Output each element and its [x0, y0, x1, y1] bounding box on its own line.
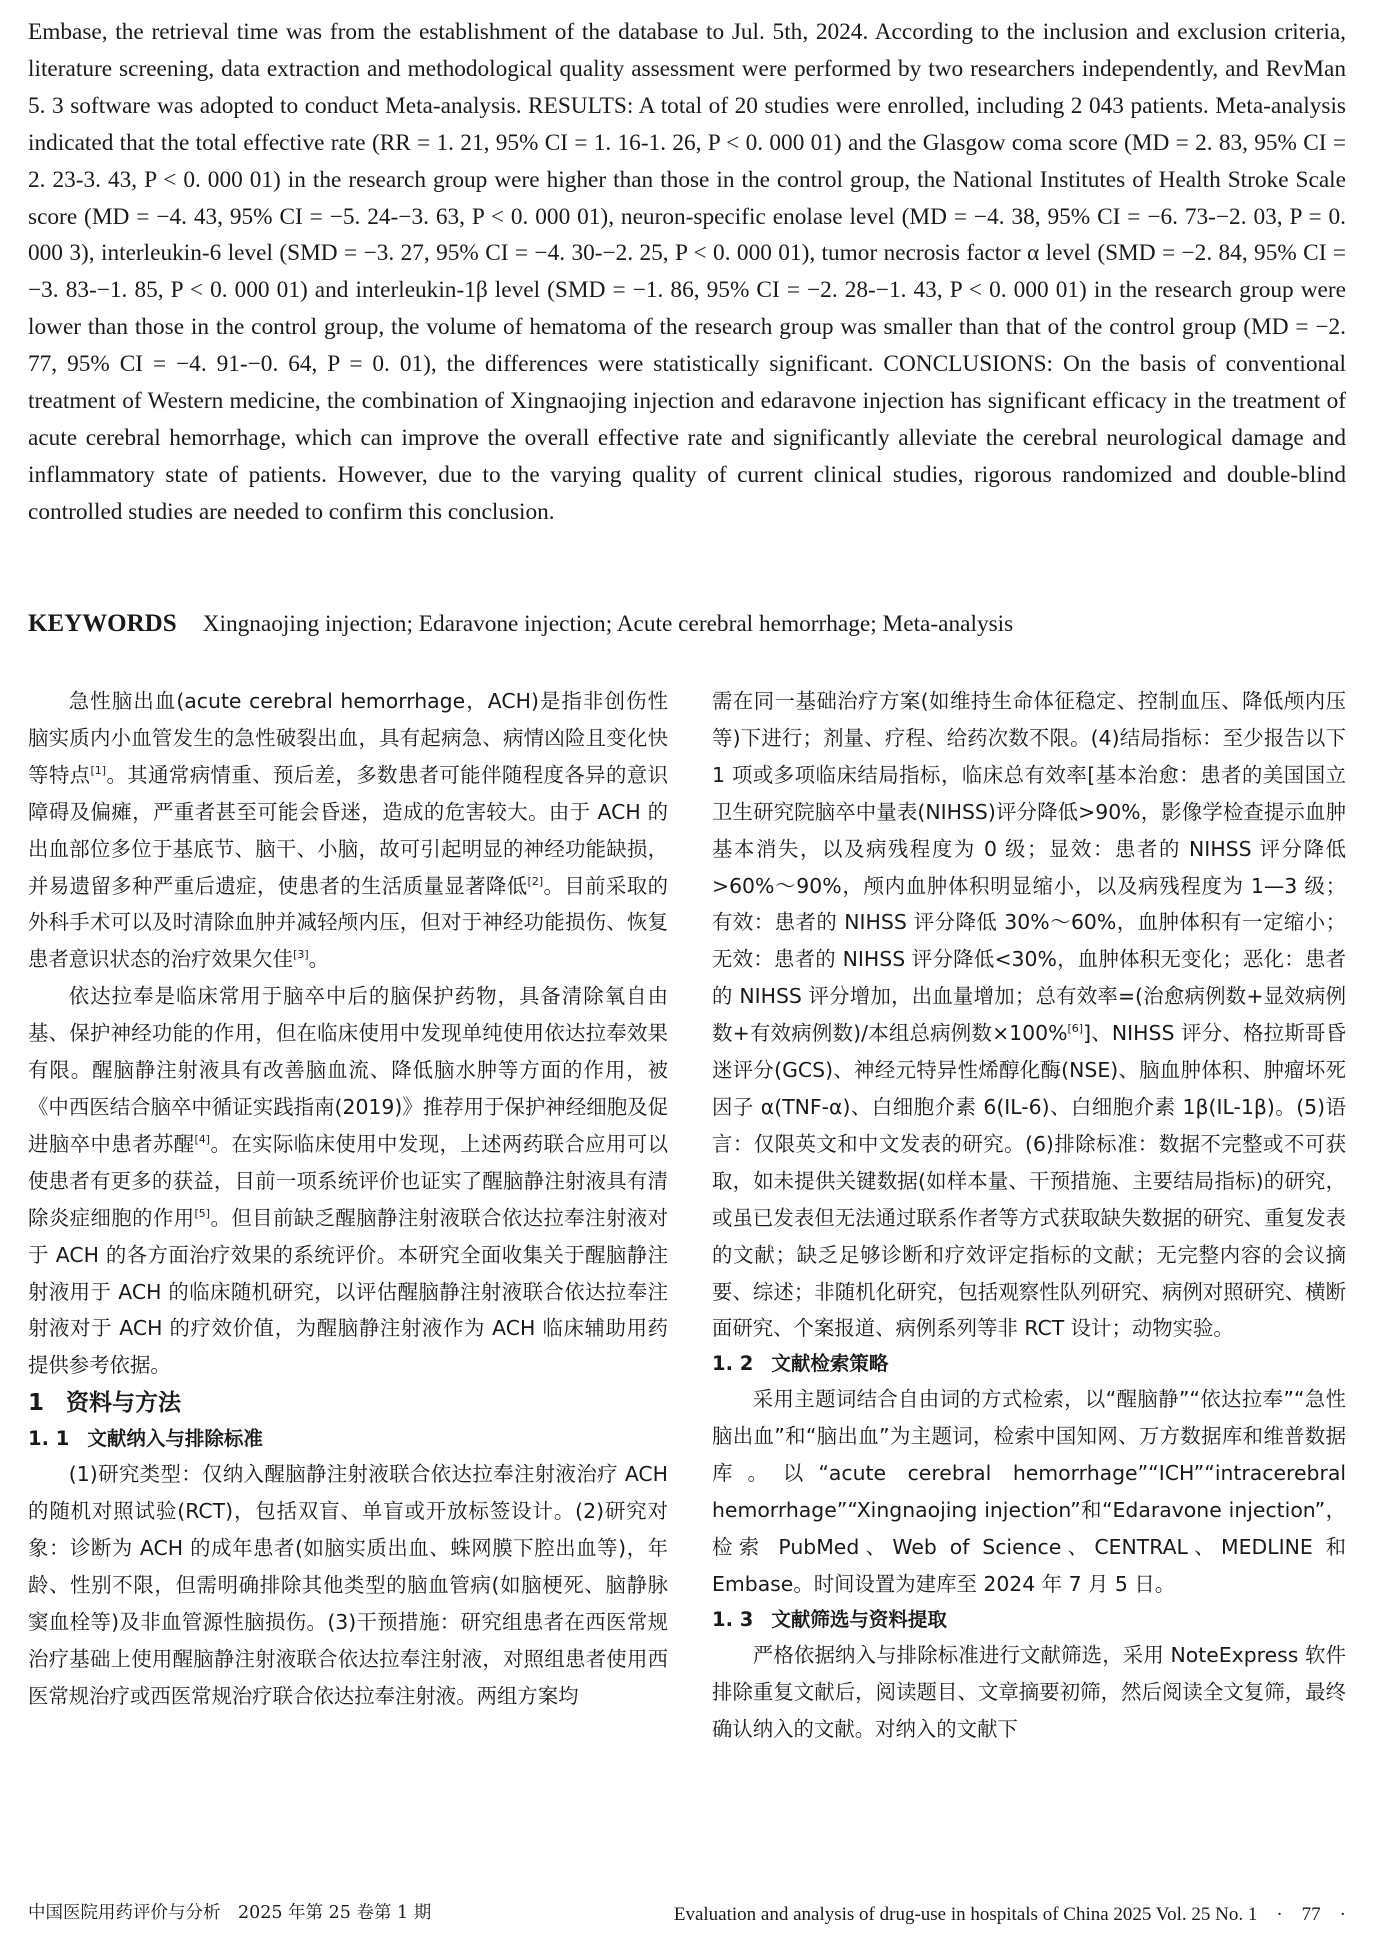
keywords-text: Xingnaojing injection; Edaravone injection; Acute cerebral hemorrhage; Meta-analysis — [202, 611, 1014, 637]
subsection-heading-1-1: 1. 1 文献纳入与排除标准 — [28, 1427, 263, 1451]
intro-paragraph-1: 急性脑出血(acute cerebral hemorrhage，ACH)是指非创伤性脑实质内小血管发生的急性破裂出血，具有起病急、病情凶险且变化快等特点[1]。其通常病情重、预后差，多数患者可能伴随程度各异的意识障碍及偏瘫，严重者甚至可能会昏迷，造成的危害较大。由于 ACH 的出血部位多位于基底节、脑干、小脑，故可引起明显的神经功能缺损，并易遗留多种严重后遗症，使患者的生活质量显著降低[2]。目前采取的外科手术可以及时清除血肿并减轻颅内压，但对于神经功能损伤、恢复患者意识状态的治疗效果欠佳[3]。 — [28, 689, 669, 972]
citation[interactable]: [4] — [194, 1133, 211, 1147]
criteria-paragraph: (1)研究类型：仅纳入醒脑静注射液联合依达拉奉注射液治疗 ACH 的随机对照试验(RCT)，包括双盲、单盲或开放标签设计。(2)研究对象：诊断为 ACH 的成年患者(如脑实质出血、蛛网膜下腔出血等)，年龄、性别不限，但需明确排除其他类型的脑血管病(如脑梗死、脑静脉窦血栓等)及非血管源性脑损伤。(3)干预措施：研究组患者在西医常规治疗基础上使用醒脑静注射液联合依达拉奉注射液，对照组患者使用西医常规治疗或西医常规治疗联合依达拉奉注射液。两组方案均 — [28, 1462, 668, 1708]
keywords-label: KEYWORDS — [28, 610, 177, 637]
page-footer — [28, 1899, 1346, 1929]
criteria-continued-paragraph: 需在同一基础治疗方案(如维持生命体征稳定、控制血压、降低颅内压等)下进行；剂量、疗程、给药次数不限。(4)结局指标：至少报告以下 1 项或多项临床结局指标，临床总有效率[基本治愈：患者的美国国立卫生研究院脑卒中量表(NIHSS)评分降低>90%，影像学检查提示血肿基本消失，以及病残程度为 0 级；显效：患者的 NIHSS 评分降低>60%～90%，颅内血肿体积明显缩小，以及病残程度为 1—3 级；有效：患者的 NIHSS 评分降低 30%～60%，血肿体积有一定缩小；无效：患者的 NIHSS 评分降低<30%，血肿体积无变化；恶化：患者的 NIHSS 评分增加，出血量增加；总有效率=(治愈病例数+显效病例数+有效病例数)/本组总病例数×100%[6]]、NIHSS 评分、格拉斯哥昏迷评分(GCS)、神经元特异性烯醇化酶(NSE)、脑血肿体积、肿瘤坏死因子 α(TNF-α)、白细胞介素 6(IL-6)、白细胞介素 1β(IL-1β)。(5)语言：仅限英文和中文发表的研究。(6)排除标准：数据不完整或不可获取，如未提供关键数据(如样本量、干预措施、主要结局指标)的研究，或虽已发表但无法通过联系作者等方式获取缺失数据的研究、重复发表的文献；缺乏足够诊断和疗效评定指标的文献；无完整内容的会议摘要、综述；非随机化研究，包括观察性队列研究、病例对照研究、横断面研究、个案报道、病例系列等非 RCT 设计；动物实验。 — [712, 689, 1346, 1341]
intro-paragraph-2: 依达拉奉是临床常用于脑卒中后的脑保护药物，具备清除氧自由基、保护神经功能的作用，但在临床使用中发现单纯使用依达拉奉效果有限。醒脑静注射液具有改善脑血流、降低脑水肿等方面的作用，被《中西医结合脑卒中循证实践指南(2019)》推荐用于保护神经细胞及促进脑卒中患者苏醒[4]。在实际临床使用中发现，上述两药联合应用可以使患者有更多的获益，目前一项系统评价也证实了醒脑静注射液具有清除炎症细胞的作用[5]。但目前缺乏醒脑静注射液联合依达拉奉注射液对于 ACH 的各方面治疗效果的系统评价。本研究全面收集关于醒脑静注射液用于 ACH 的临床随机研究，以评估醒脑静注射液联合依达拉奉注射液对于 ACH 的疗效价值，为醒脑静注射液作为 ACH 临床辅助用药提供参考依据。 — [28, 984, 669, 1378]
citation[interactable]: [3] — [293, 948, 309, 962]
abstract-paragraph: Embase, the retrieval time was from the establishment of the database to Jul. 5th, 2024. According to the inclusion and exclusion criteria, literature screening, data extraction and methodological quality assessment were performed by two researchers independently, and RevMan 5. 3 software was adopted to conduct Meta-analysis. RESULTS: A total of 20 studies were enrolled, including 2 043 patients. Meta-analysis indicated that the total effective rate (RR = 1. 21, 95% CI = 1. 16-1. 26, P < 0. 000 01) and the Glasgow coma score (MD = 2. 83, 95% CI = 2. 23-3. 43, P < 0. 000 01) in the research group were higher than those in the control group, the National Institutes of Health Stroke Scale score (MD = −4. 43, 95% CI = −5. 24-−3. 63, P < 0. 000 01), neuron-specific enolase level (MD = −4. 38, 95% CI = −6. 73-−2. 03, P = 0. 000 3), interleukin-6 level (SMD = −3. 27, 95% CI = −4. 30-−2. 25, P < 0. 000 01), tumor necrosis factor α level (SMD = −2. 84, 95% CI = −3. 83-−1. 85, P < 0. 000 01) and interleukin-1β level (SMD = −1. 86, 95% CI = −2. 28-−1. 43, P < 0. 000 01) in the research group were lower than those in the control group, the volume of hematoma of the research group was smaller than that of the control group (MD = −2. 77, 95% CI = −4. 91-−0. 64, P = 0. 01), the differences were statistically significant. CONCLUSIONS: On the basis of conventional treatment of Western medicine, the combination of Xingnaojing injection and edaravone injection has significant efficacy in the treatment of acute cerebral hemorrhage, which can improve the overall effective rate and significantly alleviate the cerebral neurological damage and inflammatory state of patients. However, due to the varying quality of current clinical studies, rigorous randomized and double-blind controlled studies are needed to confirm this conclusion. — [28, 19, 1346, 525]
left-column — [28, 683, 668, 1715]
subsection-heading-1-2: 1. 2 文献检索策略 — [712, 1352, 889, 1376]
keywords-line — [28, 606, 1346, 642]
search-strategy-paragraph: 采用主题词结合自由词的方式检索，以“醒脑静”“依达拉奉”“急性脑出血”和“脑出血”为主题词，检索中国知网、万方数据库和维普数据库。以“acute cerebral hemorrhage”“ICH”“intracerebral hemorrhage”“Xingnaojing injection”和“Edaravone injection”，检索 PubMed、Web of Science、CENTRAL、MEDLINE 和 Embase。时间设置为建库至 2024 年 7 月 5 日。 — [712, 1387, 1346, 1596]
english-abstract — [28, 14, 1346, 531]
citation[interactable]: [5] — [194, 1206, 211, 1220]
citation[interactable]: [2] — [527, 874, 544, 888]
citation[interactable]: [6] — [1067, 1022, 1084, 1036]
screening-paragraph: 严格依据纳入与排除标准进行文献筛选，采用 NoteExpress 软件排除重复文献后，阅读题目、文章摘要初筛，然后阅读全文复筛，最终确认纳入的文献。对纳入的文献下 — [712, 1642, 1346, 1741]
right-column — [712, 683, 1346, 1747]
subsection-heading-1-3: 1. 3 文献筛选与资料提取 — [712, 1607, 947, 1631]
citation[interactable]: [1] — [90, 764, 107, 778]
section-heading-1: 1 资料与方法 — [28, 1390, 182, 1417]
footer-journal-en: Evaluation and analysis of drug-use in hospitals of China 2025 Vol. 25 No. 1 · 77 · — [673, 1904, 1346, 1925]
footer-journal-cn: 中国医院用药评价与分析 2025 年第 25 卷第 1 期 — [28, 1903, 432, 1923]
